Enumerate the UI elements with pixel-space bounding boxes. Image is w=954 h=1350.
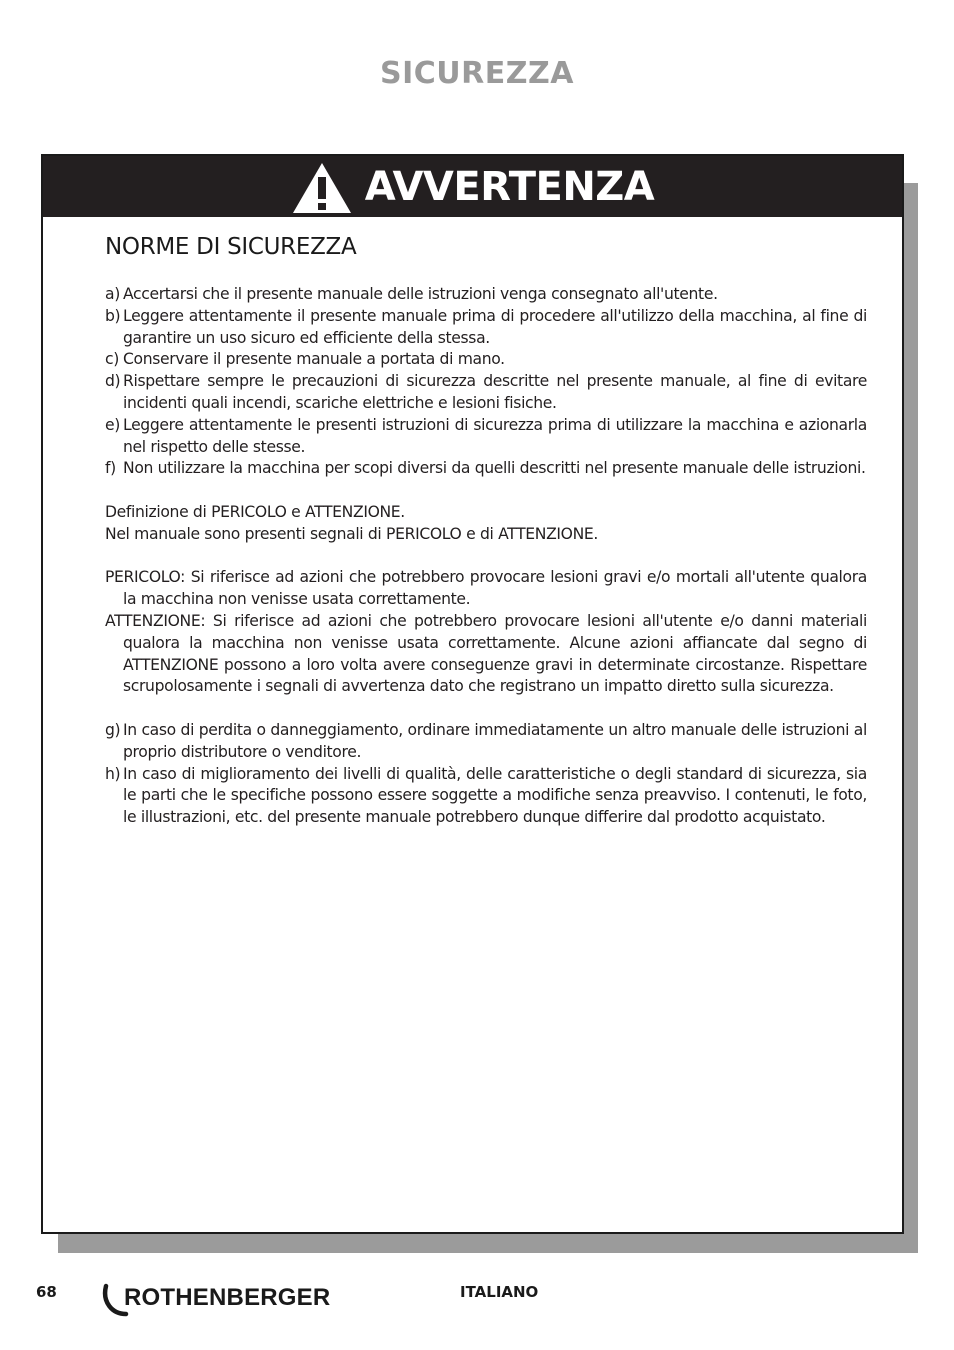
- list-marker: b): [105, 306, 121, 325]
- warning-title: AVVERTENZA: [364, 163, 655, 210]
- attenzione-definition: ATTENZIONE: Si riferisce ad azioni che potrebbero provocare lesioni all'utente e/o danni materiali qualora la macchina non venisse usata correttamente. Alcune azioni affiancate dal segno di ATTENZIONE possono a loro volta avere conseguenze gravi in determinate circostanze. Rispettare scrupolosamente i segnali di avvertenza dato che registrano un impatto diretto sulla sicurezza.: [105, 611, 867, 696]
- list-item: [105, 371, 867, 415]
- list-item: [105, 458, 867, 480]
- list-text: Leggere attentamente le presenti istruzioni di sicurezza prima di utilizzare la macchina e azionarla nel rispetto delle stesse.: [123, 415, 867, 456]
- definition-line-2: Nel manuale sono presenti segnali di PERICOLO e di ATTENZIONE.: [105, 524, 599, 543]
- list-marker: a): [105, 285, 120, 303]
- list-item: [105, 306, 867, 350]
- list-text: Accertarsi che il presente manuale delle istruzioni venga consegnato all'utente.: [123, 285, 718, 303]
- page-number: 68: [36, 1283, 57, 1301]
- safety-rules-body: [105, 284, 867, 829]
- list-item: [105, 764, 867, 829]
- list-marker: g): [105, 720, 121, 739]
- page-title: SICUREZZA: [380, 56, 574, 91]
- list-item: [105, 284, 867, 306]
- list-marker: h): [105, 764, 121, 783]
- warning-header-bar: [43, 156, 902, 217]
- section-heading: NORME DI SICUREZZA: [105, 234, 357, 260]
- list-text: Leggere attentamente il presente manuale prima di procedere all'utilizzo della macchina, al fine di garantire un uso sicuro ed efficiente della stessa.: [123, 306, 867, 347]
- list-item: [105, 415, 867, 459]
- warning-box: [41, 154, 904, 1234]
- list-text: Non utilizzare la macchina per scopi diversi da quelli descritti nel presente manuale delle istruzioni.: [123, 459, 866, 478]
- rules-list-1: [105, 284, 867, 480]
- list-marker: d): [105, 372, 121, 391]
- rothenberger-logo: [102, 1278, 347, 1320]
- brand-name: ROTHENBERGER: [124, 1284, 331, 1311]
- list-marker: e): [105, 415, 120, 434]
- list-item: [105, 720, 867, 764]
- pericolo-definition: PERICOLO: Si riferisce ad azioni che potrebbero provocare lesioni gravi e/o mortali all'utente qualora la macchina non venisse usata correttamente.: [105, 568, 867, 609]
- language-label: ITALIANO: [460, 1283, 539, 1301]
- list-marker: c): [105, 350, 119, 369]
- warning-triangle-icon: [291, 161, 353, 215]
- list-text: Rispettare sempre le precauzioni di sicurezza descritte nel presente manuale, al fine di evitare incidenti quali incendi, scariche elettriche e lesioni fisiche.: [123, 372, 867, 412]
- list-item: [105, 349, 867, 371]
- definition-line-1: Definizione di PERICOLO e ATTENZIONE.: [105, 502, 405, 521]
- list-text: In caso di perdita o danneggiamento, ordinare immediatamente un altro manuale delle istruzioni al proprio distributore o venditore.: [123, 720, 867, 761]
- list-marker: f): [105, 459, 116, 478]
- rules-list-2: [105, 720, 867, 829]
- list-text: In caso di miglioramento dei livelli di qualità, delle caratteristiche o degli standard di sicurezza, sia le parti che le specifiche possono essere soggette a modifiche senza preavviso. I contenuti, le foto, le illustrazioni, etc. del presente manuale potrebbero dunque differire dal prodotto acquistato.: [123, 764, 867, 827]
- list-text: Conservare il presente manuale a portata di mano.: [123, 350, 505, 369]
